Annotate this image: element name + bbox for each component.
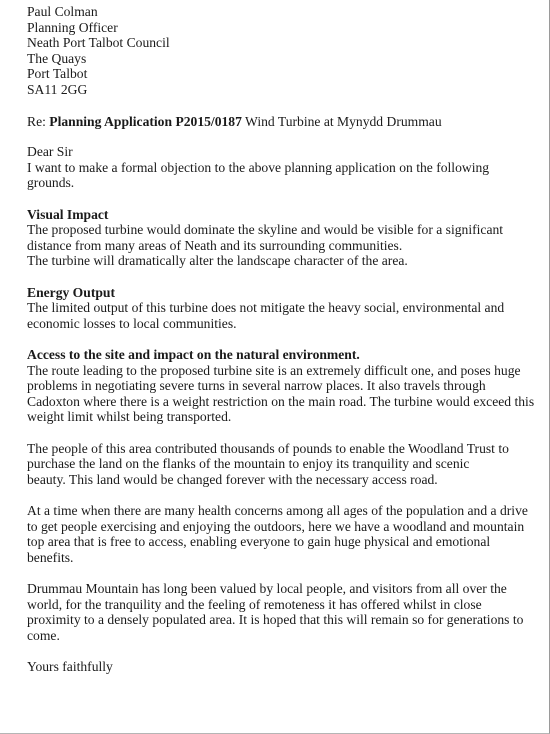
section-line: distance from many areas of Neath and its surrounding communities. [27,237,403,253]
paragraph-drummau-mountain [27,581,547,643]
salutation: Dear Sir [27,144,73,160]
section-line: The proposed turbine would dominate the skyline and would be visible for a significant [27,222,504,238]
section-heading: Energy Output [27,284,115,300]
section-line: weight limit whilst being transported. [27,409,232,425]
paragraph-line: At a time when there are many health concerns among all ages of the population and a drive [27,503,528,519]
intro-line: I want to make a formal objection to the above planning application on the following [27,159,490,175]
paragraph-line: top area that is free to access, enabling everyone to gain huge physical and emotional [27,534,491,550]
section-heading: Visual Impact [27,206,109,222]
subject-line [27,114,547,130]
address-line-postcode: SA11 2GG [27,81,88,97]
address-line-name: Paul Colman [27,4,98,19]
paragraph-woodland-trust [27,441,547,488]
subject-prefix: Re: [27,113,50,129]
section-visual-impact [27,207,547,269]
section-line: The limited output of this turbine does not mitigate the heavy social, environmental and [27,300,505,316]
section-line: problems in negotiating severe turns in several narrow places. It also travels through [27,378,486,394]
paragraph-line: come. [27,627,60,643]
section-line: The turbine will dramatically alter the landscape character of the area. [27,253,408,269]
paragraph-line: Drummau Mountain has long been valued by local people, and visitors from all over the [27,581,507,597]
section-line: economic losses to local communities. [27,315,237,331]
paragraph-line: purchase the land on the flanks of the mountain to enjoy its tranquility and scenic [27,456,470,472]
address-line-organisation: Neath Port Talbot Council [27,35,170,51]
address-line-street: The Quays [27,50,87,66]
paragraph-line: benefits. [27,549,74,565]
paragraph-line: The people of this area contributed thousands of pounds to enable the Woodland Trust to [27,440,509,456]
section-energy-output [27,285,547,332]
paragraph-line: proximity to a densely populated area. It is hoped that this will remain so for generations to [27,612,524,628]
paragraph-line: world, for the tranquility and the feeling of remoteness it has offered whilst in close [27,596,482,612]
paragraph-line: to get people exercising and enjoying the outdoors, here we have a woodland and mountain [27,518,525,534]
signoff: Yours faithfully [27,659,113,675]
letter-body [27,4,547,675]
salutation-block [27,144,547,191]
intro-line: grounds. [27,175,75,191]
subject-application-ref: Planning Application P2015/0187 [49,113,242,129]
section-line: Cadoxton where there is a weight restriction on the main road. The turbine would exceed this [27,393,535,409]
address-line-town: Port Talbot [27,66,88,82]
paragraph-line: beauty. This land would be changed forever with the necessary access road. [27,471,438,487]
subject-description: Wind Turbine at Mynydd Drummau [241,113,442,129]
section-line: The route leading to the proposed turbine site is an extremely difficult one, and poses huge [27,362,521,378]
paragraph-health [27,503,547,565]
section-access-and-environment [27,347,547,425]
section-heading: Access to the site and impact on the natural environment. [27,347,360,363]
recipient-address [27,4,547,98]
address-line-title: Planning Officer [27,19,118,35]
